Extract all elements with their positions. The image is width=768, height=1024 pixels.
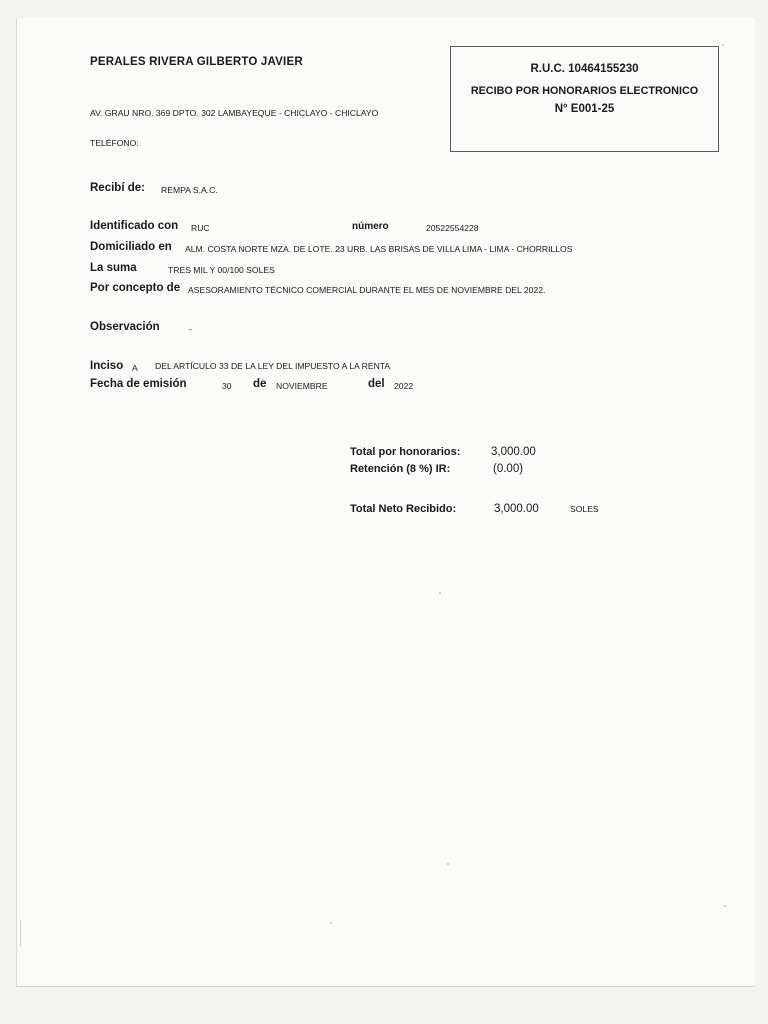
clause-value: DEL ARTÍCULO 33 DE LA LEY DEL IMPUESTO A LA RENTA — [155, 361, 391, 371]
issue-date-del-label: del — [368, 378, 385, 390]
scan-speck — [724, 905, 726, 907]
issue-date-label: Fecha de emisión — [90, 378, 187, 390]
issuer-address: AV. GRAU NRO. 369 DPTO. 302 LAMBAYEQUE - CHICLAYO - CHICLAYO — [90, 108, 379, 118]
scan-speck — [722, 44, 724, 46]
issuer-name: PERALES RIVERA GILBERTO JAVIER — [90, 56, 303, 68]
receipt-number: N° E001-25 — [554, 103, 615, 115]
issuer-phone-label: TELÉFONO: — [90, 138, 139, 148]
concept-label: Por concepto de — [90, 282, 181, 294]
identified-label: Identificado con — [90, 220, 179, 232]
received-from-label: Recibí de: — [90, 182, 145, 194]
observation-value: - — [189, 324, 192, 334]
domicile-value: ALM. COSTA NORTE MZA. DE LOTE. 23 URB. LAS BRISAS DE VILLA LIMA - LIMA - CHORRILLOS — [185, 244, 573, 254]
id-number-value: 20522554228 — [426, 223, 479, 233]
issue-month: NOVIEMBRE — [276, 381, 328, 391]
issue-date-de-label: de — [253, 378, 267, 390]
domicile-label: Domiciliado en — [90, 241, 172, 253]
currency-label: SOLES — [570, 504, 599, 514]
observation-label: Observación — [90, 321, 160, 333]
receipt-header-box — [450, 46, 719, 152]
net-total-value: 3,000.00 — [494, 503, 539, 515]
scan-speck — [330, 922, 332, 924]
retention-label: Retención (8 %) IR: — [350, 463, 451, 475]
issue-year: 2022 — [394, 381, 414, 391]
issue-day: 30 — [222, 381, 232, 391]
receipt-title: RECIBO POR HONORARIOS ELECTRONICO — [470, 85, 699, 97]
retention-value: (0.00) — [493, 463, 524, 475]
received-from-value: REMPA S.A.C. — [161, 185, 218, 195]
scan-speck — [439, 592, 441, 594]
total-fees-label: Total por honorarios: — [350, 446, 461, 458]
identified-value: RUC — [191, 223, 210, 233]
clause-label: Inciso — [90, 360, 124, 372]
total-fees-value: 3,000.00 — [491, 446, 536, 458]
id-number-label: número — [352, 221, 389, 232]
sum-value: TRES MIL Y 00/100 SOLES — [168, 265, 275, 275]
scan-edge-mark — [20, 920, 21, 946]
concept-value: ASESORAMIENTO TÉCNICO COMERCIAL DURANTE EL MES DE NOVIEMBRE DEL 2022. — [188, 285, 546, 295]
clause-letter: A — [132, 363, 138, 373]
net-total-label: Total Neto Recibido: — [350, 503, 457, 515]
ruc-number: R.U.C. 10464155230 — [530, 63, 639, 75]
sum-label: La suma — [90, 262, 137, 274]
scan-speck — [447, 863, 449, 865]
